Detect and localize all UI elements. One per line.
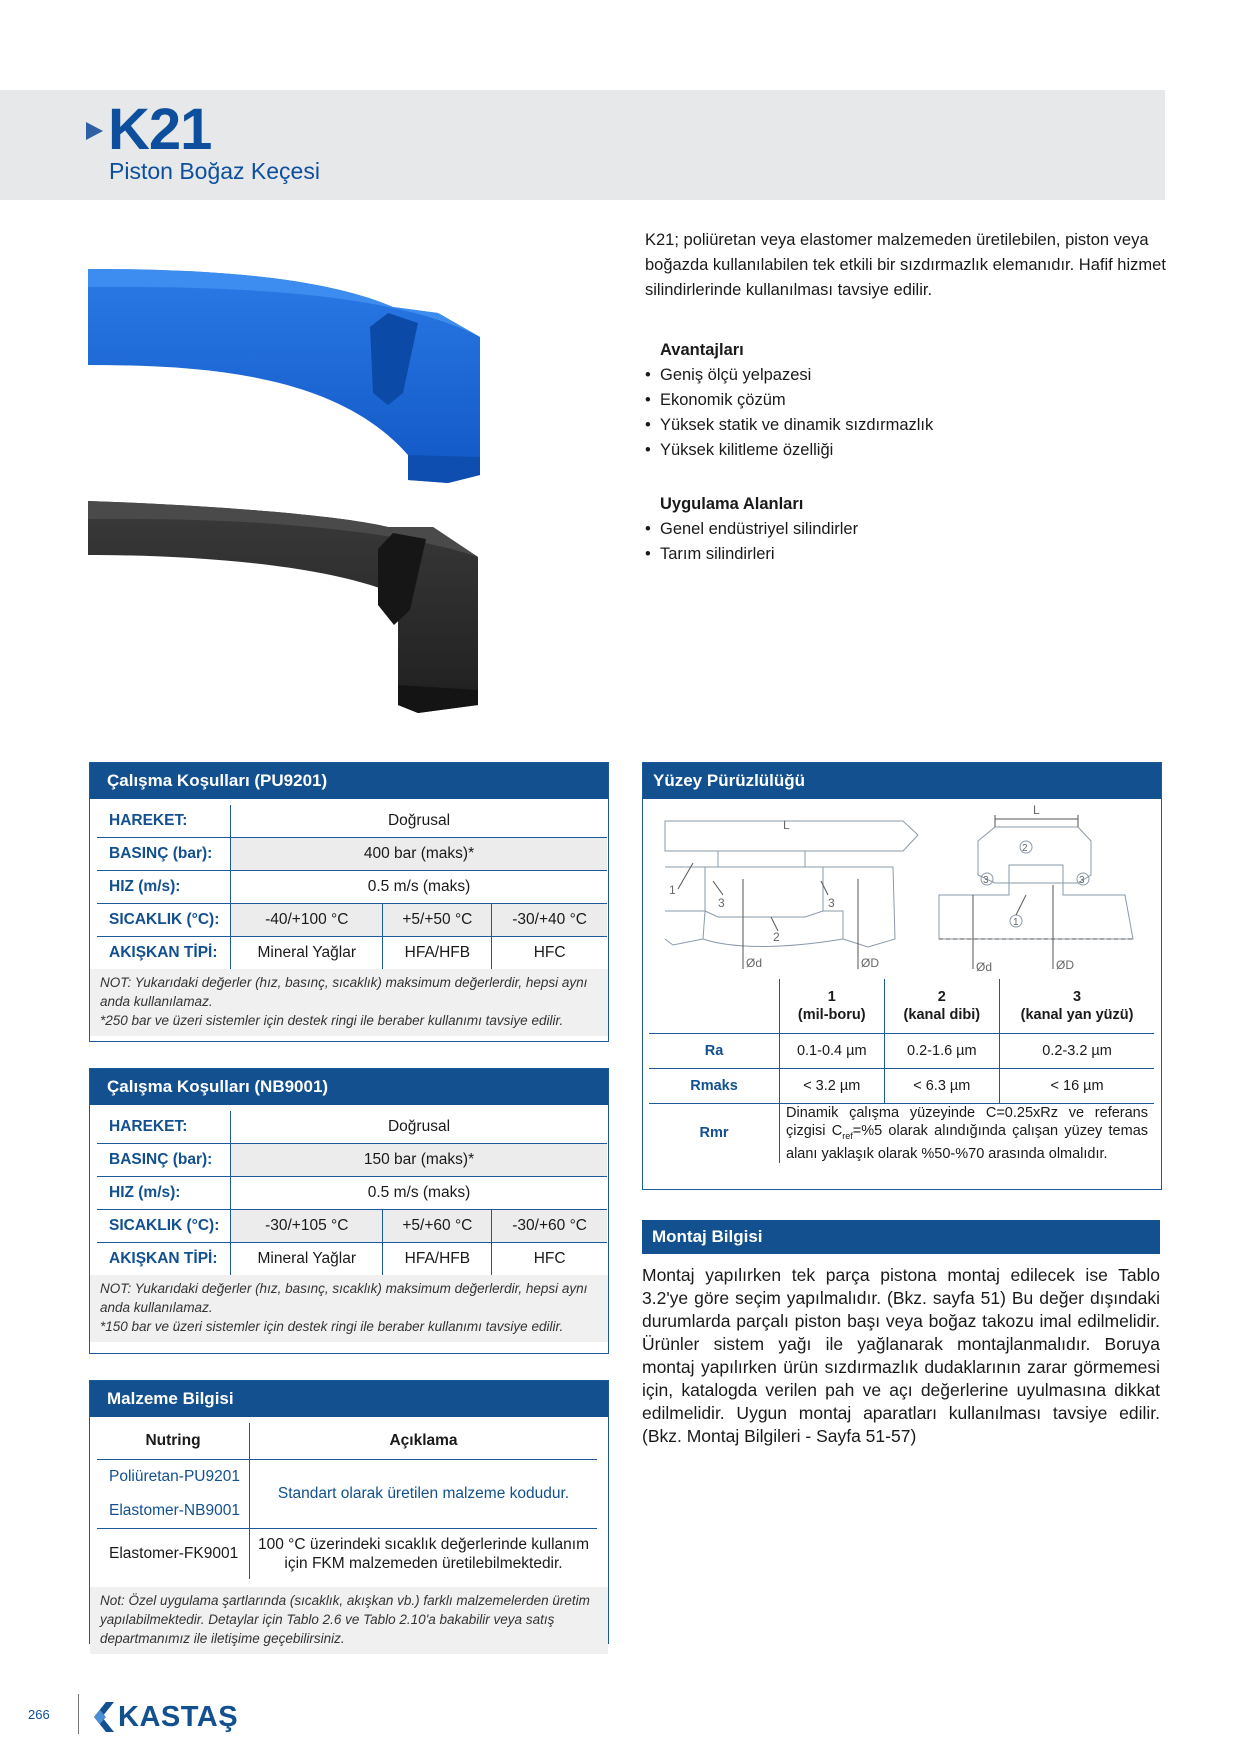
fluid-value: Mineral Yağlar xyxy=(231,1243,383,1276)
conditions-nb9001-title: Çalışma Koşulları (NB9001) xyxy=(90,1069,608,1105)
roughness-col-header xyxy=(1000,979,1154,1034)
col-number: 3 xyxy=(1073,989,1082,1005)
speed-label: HIZ (m/s): xyxy=(97,1177,231,1210)
diagram-label-3: 3 xyxy=(718,896,725,910)
surface-roughness-table xyxy=(649,979,1154,1163)
note-line: *150 bar ve üzeri sistemler için destek ringi ile beraber kullanımı tavsiye edilir. xyxy=(100,1319,564,1334)
speed-value: 0.5 m/s (maks) xyxy=(231,871,608,904)
material-title: Malzeme Bilgisi xyxy=(90,1381,608,1417)
list-item: • Genel endüstriyel silindirler xyxy=(645,517,1145,542)
temp-label: SICAKLIK (°C): xyxy=(97,1210,231,1243)
material-code: Elastomer-NB9001 xyxy=(97,1494,250,1529)
note-line: NOT: Yukarıdaki değerler (hız, basınç, sıcaklık) maksimum değerlerdir, hepsi aynı anda kullanılamaz. xyxy=(100,975,588,1009)
diagram-label-L: L xyxy=(783,818,790,832)
fluid-value: HFA/HFB xyxy=(383,1243,492,1276)
temp-value: +5/+60 °C xyxy=(383,1210,492,1243)
temp-value: -40/+100 °C xyxy=(231,904,383,937)
temp-value: -30/+60 °C xyxy=(492,1210,607,1243)
conditions-note xyxy=(90,1275,608,1342)
temp-value: -30/+105 °C xyxy=(231,1210,383,1243)
conditions-pu9201-title: Çalışma Koşulları (PU9201) xyxy=(90,763,608,799)
col-name: (kanal yan yüzü) xyxy=(1020,1007,1134,1023)
page-number: 266 xyxy=(28,1707,50,1722)
speed-label: HIZ (m/s): xyxy=(97,871,231,904)
col-name: (mil-boru) xyxy=(797,1007,866,1023)
diagram-label-d: Ød xyxy=(746,956,763,970)
motion-label: HAREKET: xyxy=(97,1111,231,1144)
surface-roughness-title: Yüzey Pürüzlülüğü xyxy=(643,763,1161,799)
corner-cell xyxy=(649,979,780,1034)
advantages-title: Avantajları xyxy=(660,341,744,359)
pressure-value: 400 bar (maks)* xyxy=(231,838,608,871)
fluid-value: HFC xyxy=(533,944,566,961)
surface-roughness-box xyxy=(642,762,1162,1190)
blue-seal-image xyxy=(88,269,480,483)
roughness-value: 0.1-0.4 µm xyxy=(780,1034,885,1069)
rmr-subscript: ref xyxy=(842,1130,853,1141)
pressure-label: BASINÇ (bar): xyxy=(97,1144,231,1177)
pressure-label: BASINÇ (bar): xyxy=(97,838,231,871)
black-seal-image xyxy=(88,501,478,713)
rmr-text: Dinamik çalışma yüzeyinde C=0.25xRz ve referans çizgisi C xyxy=(786,1105,1148,1139)
list-item: • Geniş ölçü yelpazesi xyxy=(645,363,1145,388)
diagram-label-2: 2 xyxy=(1022,843,1028,854)
roughness-row-label: Rmr xyxy=(649,1104,780,1163)
material-description: Standart olarak üretilen malzeme kodudur. xyxy=(277,1485,570,1502)
conditions-nb9001-box xyxy=(89,1068,609,1354)
speed-value: 0.5 m/s (maks) xyxy=(231,1177,608,1210)
roughness-col-header xyxy=(780,979,885,1034)
roughness-value: < 3.2 µm xyxy=(780,1069,885,1104)
diagram-label-1: 1 xyxy=(669,883,676,897)
note-line: *250 bar ve üzeri sistemler için destek ringi ile beraber kullanımı tavsiye edilir. xyxy=(100,1013,564,1028)
fluid-value: HFC xyxy=(533,1250,566,1267)
diagram-label-3: 3 xyxy=(983,875,989,886)
material-description: 100 °C üzerindeki sıcaklık değerlerinde kullanım için FKM malzemeden üretilebilmektedir. xyxy=(250,1529,598,1580)
kastas-logo-icon xyxy=(92,1700,116,1734)
motion-value: Doğrusal xyxy=(231,1111,608,1144)
roughness-value: < 6.3 µm xyxy=(884,1069,1000,1104)
roughness-value: < 16 µm xyxy=(1000,1069,1154,1104)
roughness-value: 0.2-3.2 µm xyxy=(1000,1034,1154,1069)
diagram-label-1: 1 xyxy=(1013,917,1019,928)
groove-diagram xyxy=(643,799,1159,979)
material-note: Not: Özel uygulama şartlarında (sıcaklık, akışkan vb.) farklı malzemelerden üretim yapılabilmektedir. Detaylar için Tablo 2.6 ve Tablo 2.10'a bakabilir veya satış departmanımız ile iletişime geçebilirsiniz. xyxy=(90,1587,608,1654)
brand-name: KASTAŞ xyxy=(118,1701,239,1733)
rmr-text: =%5 olarak alındığında çalışan yüzey temas alanı yaklaşık olarak %50-%70 arasında olmalıdır. xyxy=(786,1123,1149,1162)
list-item: • Ekonomik çözüm xyxy=(645,388,1145,413)
diagram-label-d: Ød xyxy=(976,960,993,974)
diagram-label-2: 2 xyxy=(773,930,780,944)
rmr-description xyxy=(780,1104,1155,1163)
material-col-header: Nutring xyxy=(97,1423,250,1460)
temp-value: +5/+50 °C xyxy=(383,904,492,937)
conditions-note xyxy=(90,969,608,1036)
list-item: • Tarım silindirleri xyxy=(645,542,1145,567)
fluid-value: HFA/HFB xyxy=(383,937,492,970)
diagram-label-3: 3 xyxy=(828,896,835,910)
advantages-section xyxy=(645,338,1145,463)
product-subtitle: Piston Boğaz Keçesi xyxy=(109,158,320,184)
pressure-value: 150 bar (maks)* xyxy=(231,1144,608,1177)
conditions-pu9201-table xyxy=(97,805,607,969)
col-number: 2 xyxy=(937,989,946,1005)
montaj-text: Montaj yapılırken tek parça pistona montaj edilecek ise Tablo 3.2'ye göre seçim yapılmalıdır. (Bkz. sayfa 51) Bu değer dışındaki durumlarda parçalı piston başı veya boğaz takozu imal edilmelidir. Ürünler sistem yağı ile yağlanarak montajlanmalıdır. Boruya montaj yapılırken ürün sızdırmazlık dudaklarının zarar görmemesi için, katalogda verilen pah ve açı değerlerine uyulmasına dikkat edilmelidir. Uygun montaj aparatları kullanılması tavsiye edilir. (Bkz. Montaj Bilgileri - Sayfa 51-57) xyxy=(642,1265,1160,1446)
motion-label: HAREKET: xyxy=(97,805,231,838)
col-number: 1 xyxy=(827,989,836,1005)
material-code: Elastomer-FK9001 xyxy=(97,1529,250,1580)
applications-title: Uygulama Alanları xyxy=(660,495,804,513)
motion-value: Doğrusal xyxy=(231,805,608,838)
roughness-row-label: Ra xyxy=(649,1034,780,1069)
roughness-row-label: Rmaks xyxy=(649,1069,780,1104)
material-col-header: Açıklama xyxy=(250,1423,598,1460)
intro-text: K21; poliüretan veya elastomer malzemeden üretilebilen, piston veya boğazda kullanılabilen tek etkili bir sızdırmazlık elemanıdır. Hafif hizmet silindirlerinde kullanılması tavsiye edilir. xyxy=(645,231,1166,299)
note-line: NOT: Yukarıdaki değerler (hız, basınç, sıcaklık) maksimum değerlerdir, hepsi aynı anda kullanılamaz. xyxy=(100,1281,588,1315)
list-item: • Yüksek statik ve dinamik sızdırmazlık xyxy=(645,413,1145,438)
diagram-label-D: ØD xyxy=(861,956,879,970)
temp-value: -30/+40 °C xyxy=(492,904,607,937)
fluid-label: AKIŞKAN TİPİ: xyxy=(97,1243,231,1276)
footer-divider xyxy=(78,1694,79,1734)
temp-label: SICAKLIK (°C): xyxy=(97,904,231,937)
conditions-pu9201-box xyxy=(89,762,609,1042)
title-arrow-icon xyxy=(86,122,103,140)
roughness-col-header xyxy=(884,979,1000,1034)
diagram-label-L: L xyxy=(1033,803,1040,817)
list-item: • Yüksek kilitleme özelliği xyxy=(645,438,1145,463)
diagram-label-D: ØD xyxy=(1056,958,1074,972)
fluid-value: Mineral Yağlar xyxy=(231,937,383,970)
conditions-nb9001-table xyxy=(97,1111,607,1275)
applications-section xyxy=(645,492,1145,567)
fluid-label: AKIŞKAN TİPİ: xyxy=(97,937,231,970)
material-code: Poliüretan-PU9201 xyxy=(97,1460,250,1495)
material-table xyxy=(97,1423,597,1579)
roughness-value: 0.2-1.6 µm xyxy=(884,1034,1000,1069)
advantages-list xyxy=(645,363,1145,463)
material-box xyxy=(89,1380,609,1644)
applications-list xyxy=(645,517,1145,567)
product-code: K21 xyxy=(108,97,212,162)
montaj-title: Montaj Bilgisi xyxy=(642,1220,1160,1254)
col-name: (kanal dibi) xyxy=(903,1007,981,1023)
diagram-label-3: 3 xyxy=(1079,875,1085,886)
seal-illustration xyxy=(88,265,488,735)
